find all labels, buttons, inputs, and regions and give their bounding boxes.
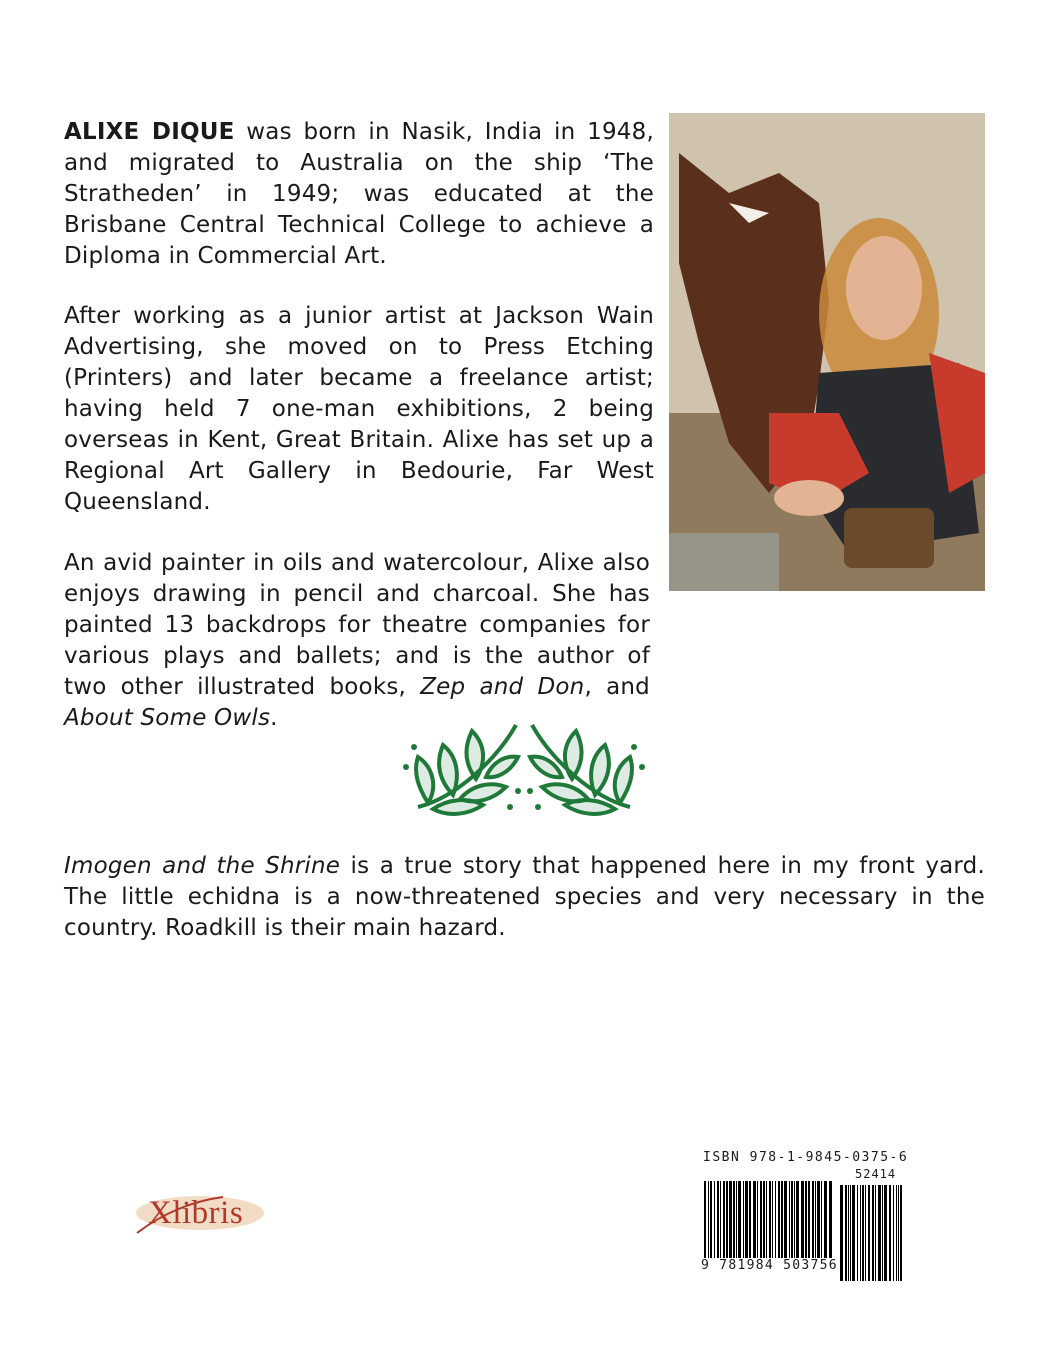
barcode-bar xyxy=(781,1181,783,1261)
barcode-bar xyxy=(872,1185,874,1281)
barcode-bar xyxy=(704,1181,706,1261)
barcode-bar xyxy=(766,1181,767,1261)
barcode-bar xyxy=(720,1181,721,1261)
bio-paragraph-2: After working as a junior artist at Jackson Wain Advertising, she moved on to Press Etching (Printers) and later became a freelance artist; having held 7 one-man exhibitions, 2 being overseas in Kent, Great Britain. Alixe has set up a Regional Art Gallery in Bedourie, Far West Queensland. xyxy=(64,303,654,515)
barcode-bar xyxy=(848,1185,849,1281)
barcode-bar xyxy=(900,1185,902,1281)
barcode-bar xyxy=(743,1181,744,1261)
barcode-bar xyxy=(757,1181,758,1261)
barcode-bar xyxy=(714,1181,715,1261)
laurel-branches-icon xyxy=(398,717,650,821)
author-name: ALIXE DIQUE xyxy=(64,119,235,145)
barcode-bar xyxy=(738,1181,741,1261)
story-paragraph xyxy=(64,851,985,944)
barcode-bar xyxy=(753,1181,756,1261)
barcode-bar xyxy=(717,1181,719,1261)
barcode-bar xyxy=(850,1185,851,1281)
barcode-bar xyxy=(791,1181,793,1261)
bio-paragraph-1 xyxy=(64,117,654,272)
barcode-bar xyxy=(760,1181,762,1261)
barcode-bar xyxy=(723,1181,725,1261)
barcode-bar xyxy=(812,1181,814,1261)
barcode-bar xyxy=(824,1181,827,1261)
book-title-zep-and-don: Zep and Don xyxy=(420,674,585,700)
publisher-logo: Xlibris xyxy=(148,1195,244,1231)
price-code: 52414 xyxy=(855,1167,897,1181)
barcode-bar xyxy=(749,1181,751,1261)
barcode-bar xyxy=(852,1185,855,1281)
barcode-bar xyxy=(808,1181,810,1261)
bio-paragraph-3-text: An avid painter in oils and watercolour, Alixe also enjoys drawing in pencil and charcoal. She has painted 13 backdrops for theatre companies for various plays and ballets; and is the author of two other illustrated books, xyxy=(64,550,650,700)
barcode-bar xyxy=(829,1181,832,1261)
barcode-bar xyxy=(821,1181,822,1261)
book-title-about-some-owls: About Some Owls xyxy=(64,705,271,731)
barcode-bar xyxy=(845,1185,847,1281)
barcode-bar xyxy=(862,1185,864,1281)
barcode-bar xyxy=(898,1185,899,1281)
barcode-bar xyxy=(817,1181,820,1261)
barcode-bar xyxy=(857,1185,858,1281)
barcode-bar xyxy=(794,1181,795,1261)
barcode-bar xyxy=(868,1185,870,1281)
barcode-bar xyxy=(775,1181,776,1261)
bio-paragraph-1-text: was born in Nasik, India in 1948, and migrated to Australia on the ship ‘The Stratheden’ in 1949; was educated at the Brisbane Central Technical College to achieve a Diploma in Commercial Art. xyxy=(64,119,654,269)
author-photo xyxy=(669,113,985,591)
barcode-bar xyxy=(769,1181,771,1261)
barcode-bar xyxy=(884,1185,887,1281)
barcode-bar xyxy=(865,1185,866,1281)
ean-digits: 9 781984 503756 xyxy=(701,1258,838,1273)
barcode-bar xyxy=(840,1185,843,1281)
barcode-bar xyxy=(801,1181,804,1261)
photo-float-spacer xyxy=(664,548,985,1034)
barcode-bar xyxy=(733,1181,735,1261)
barcode-bar xyxy=(893,1185,894,1281)
bio-paragraph-3-joiner: , and xyxy=(584,674,650,700)
barcode-bar xyxy=(745,1181,748,1261)
barcode-bar xyxy=(882,1185,883,1281)
barcode-bar xyxy=(729,1181,732,1261)
barcode-bar xyxy=(772,1181,773,1261)
barcode-bar xyxy=(878,1185,881,1281)
barcode-bar xyxy=(875,1185,876,1281)
bio-paragraph-3-end: . xyxy=(270,705,278,731)
barcode-bar xyxy=(708,1181,709,1261)
story-text: is a true story that happened here in my front yard. The little echidna is a now-threatened species and very necessary in the country. Roadkill is their main hazard. xyxy=(64,853,985,941)
barcode-bar xyxy=(778,1181,780,1261)
barcode-bar xyxy=(889,1185,891,1281)
barcode-bar xyxy=(763,1181,765,1261)
barcode-bar xyxy=(736,1181,737,1261)
barcode-bar xyxy=(860,1185,861,1281)
barcode-bar xyxy=(796,1181,799,1261)
barcode-bar xyxy=(896,1185,897,1281)
story-title: Imogen and the Shrine xyxy=(64,853,341,879)
isbn-label: ISBN 978-1-9845-0375-6 xyxy=(703,1150,909,1165)
barcode-bar xyxy=(815,1181,816,1261)
barcode-bar xyxy=(726,1181,728,1261)
barcode-bar xyxy=(789,1181,790,1261)
barcode-bar xyxy=(784,1181,787,1261)
barcode-bar xyxy=(710,1181,712,1261)
barcode-bar xyxy=(805,1181,807,1261)
